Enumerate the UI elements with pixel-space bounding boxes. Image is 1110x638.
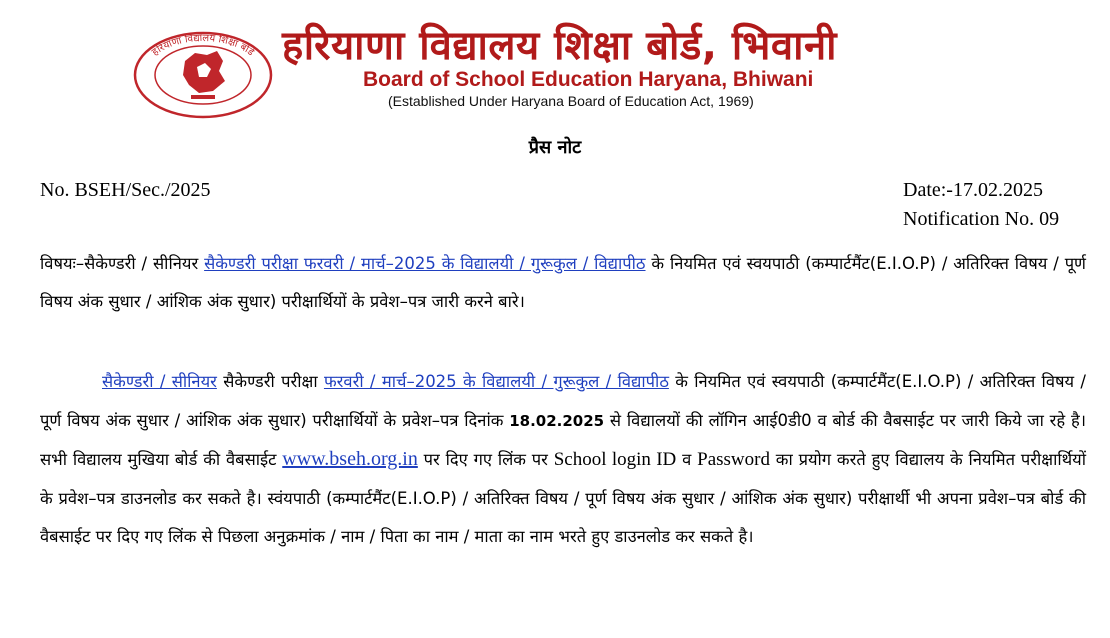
school-login-id-text: School login ID [553,449,677,470]
letterhead [0,0,1110,125]
body-text-6: का प्रयोग करते हुए विद्यालय के नियमित परीक्षार्थियों के प्रवेश–पत्र डाउनलोड कर सकते है। स्वंयपाठी (कम्पार्टमैंट(E.I.O.P) / अतिरिक्त विषय / पूर्ण विषय अंक सुधार / आंशिक अंक सुधार) परीक्षार्थी भी अपना प्रवेश–पत्र बोर्ड की वैबसाईट पर दिए गए लिंक से पिछला अनुक्रमांक / नाम / पिता का नाम / माता का नाम भरते हुए डाउनलोड कर सकते है। [40,450,1087,546]
subject-link[interactable]: सैकेण्डरी परीक्षा फरवरी / मार्च–2025 के विद्यालयी / गुरूकुल / विद्यापीठ [204,254,646,273]
press-note-heading: प्रैस नोट [528,137,582,158]
body-link-exam[interactable]: फरवरी / मार्च–2025 के विद्यालयी / गुरूकुल / विद्यापीठ [323,372,669,391]
release-date: 18.02.2025 [509,411,605,430]
board-seal-logo [133,31,273,119]
subject-paragraph [40,245,1086,321]
body-text-5: व [676,450,698,469]
notification-number: Notification No. 09 [903,208,1060,230]
website-link[interactable]: www.bseh.org.in [282,448,418,470]
subject-text: के नियमित एवं स्वयपाठी (कम्पार्टमैंट(E.I.O.P) / अतिरिक्त विषय / पूर्ण विषय अंक सुधार / आंशिक अंक सुधार) परीक्षार्थियों के प्रवेश–पत्र जारी करने बारे। [40,254,1086,311]
reference-number: No. BSEH/Sec./2025 [40,179,211,201]
body-text-4: पर दिए गए लिंक पर [417,450,554,469]
body-paragraph [40,363,1086,557]
body-link-class[interactable]: सैकेण्डरी / सीनियर [102,372,217,391]
subject-prefix: विषयः–सैकेण्डरी / सीनियर [40,254,205,273]
board-title-english: Board of School Education Haryana, Bhiwani [363,68,814,91]
board-establishment-note: (Established Under Haryana Board of Education Act, 1969) [388,93,754,109]
body-text-1: सैकेण्डरी परीक्षा [216,372,324,391]
board-title-hindi: हरियाणा विद्यालय शिक्षा बोर्ड, भिवानी [282,23,838,69]
notice-date: Date:-17.02.2025 [903,179,1043,201]
password-text: Password [697,449,770,470]
seal-text: हरियाणा विद्यालय शिक्षा बोर्ड [150,32,256,59]
body-text-2: के नियमित एवं स्वयपाठी (कम्पार्टमैंट(E.I.O.P) / अतिरिक्त विषय / पूर्ण विषय अंक सुधार / आंशिक अंक सुधार) परीक्षार्थियों के प्रवेश–पत्र दिनांक [40,372,1086,430]
body-text-3: से विद्यालयों की लॉगिन आई0डी0 व बोर्ड की वैबसाईट पर जारी किये जा रहे है। सभी विद्यालय मुखिया बोर्ड की वैबसाईट [40,410,1086,469]
